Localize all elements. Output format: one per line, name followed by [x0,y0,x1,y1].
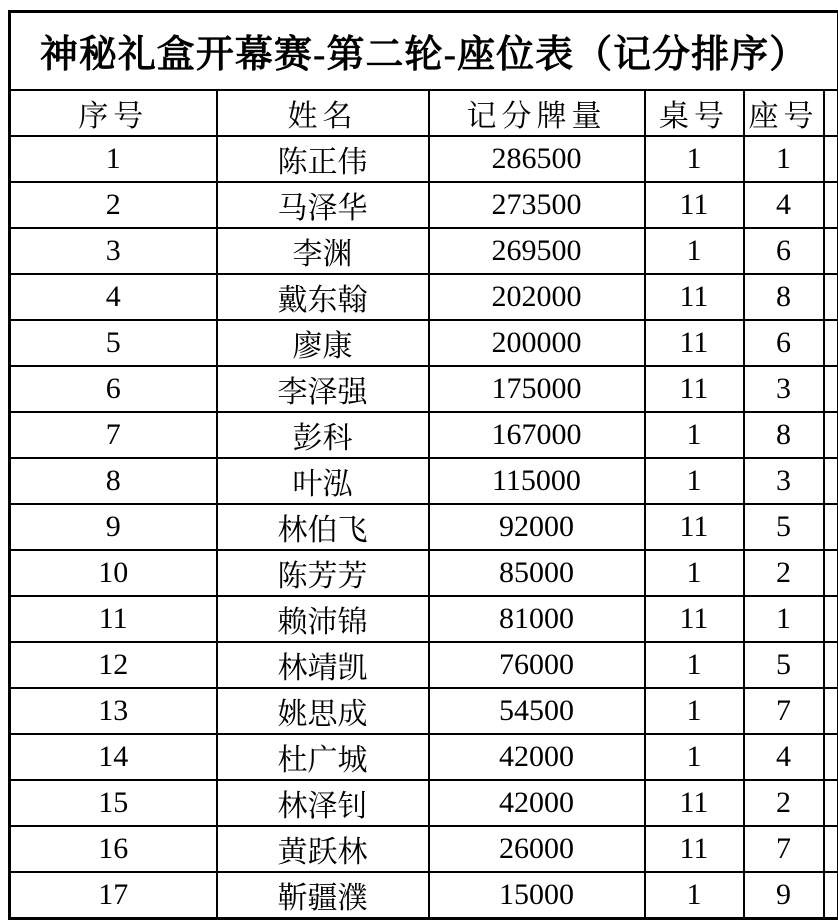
cell-table-no: 11 [645,366,744,412]
seating-table [8,10,838,920]
cell-sliver [824,550,838,596]
header-row [10,90,838,136]
cell-table-no: 1 [645,228,744,274]
table-row [10,826,838,872]
table-body [10,136,838,919]
cell-chips: 269500 [429,228,645,274]
cell-chips: 26000 [429,826,645,872]
cell-sliver [824,228,838,274]
cell-index: 12 [10,642,217,688]
cell-table-no: 1 [645,872,744,919]
cell-name: 陈芳芳 [217,550,429,596]
cell-table-no: 1 [645,734,744,780]
cell-seat-no: 2 [744,780,824,826]
cell-name: 林靖凯 [217,642,429,688]
cell-name: 彭科 [217,412,429,458]
cell-name: 黄跃林 [217,826,429,872]
cell-index: 13 [10,688,217,734]
cell-name: 马泽华 [217,182,429,228]
cell-index: 16 [10,826,217,872]
cell-sliver [824,734,838,780]
cell-seat-no: 1 [744,596,824,642]
cell-chips: 273500 [429,182,645,228]
cell-seat-no: 3 [744,458,824,504]
cell-table-no: 1 [645,458,744,504]
cell-index: 8 [10,458,217,504]
cell-seat-no: 9 [744,872,824,919]
cell-sliver [824,136,838,182]
cell-chips: 115000 [429,458,645,504]
cell-seat-no: 7 [744,826,824,872]
cell-name: 李渊 [217,228,429,274]
table-row [10,412,838,458]
table-row [10,642,838,688]
col-header-name: 姓名 [217,90,429,136]
cell-index: 17 [10,872,217,919]
table-row [10,320,838,366]
cell-index: 11 [10,596,217,642]
cell-seat-no: 8 [744,274,824,320]
col-header-chips: 记分牌量 [429,90,645,136]
col-header-index: 序号 [10,90,217,136]
cell-chips: 42000 [429,734,645,780]
cell-seat-no: 8 [744,412,824,458]
cell-seat-no: 1 [744,136,824,182]
cell-chips: 286500 [429,136,645,182]
cell-chips: 54500 [429,688,645,734]
cell-index: 15 [10,780,217,826]
cell-sliver [824,780,838,826]
cell-sliver [824,642,838,688]
table-row [10,872,838,919]
cell-index: 9 [10,504,217,550]
cell-name: 杜广城 [217,734,429,780]
cell-name: 李泽强 [217,366,429,412]
cell-table-no: 11 [645,780,744,826]
cell-chips: 42000 [429,780,645,826]
cell-name: 戴东翰 [217,274,429,320]
cell-chips: 92000 [429,504,645,550]
cell-name: 林伯飞 [217,504,429,550]
cell-sliver [824,182,838,228]
cell-sliver [824,688,838,734]
cell-index: 10 [10,550,217,596]
cell-sliver [824,872,838,919]
table-row [10,734,838,780]
cell-index: 5 [10,320,217,366]
cell-name: 叶泓 [217,458,429,504]
cell-index: 2 [10,182,217,228]
cell-name: 姚思成 [217,688,429,734]
header-sliver-cell [824,90,838,136]
table-row [10,136,838,182]
table-row [10,596,838,642]
cell-seat-no: 5 [744,642,824,688]
cell-chips: 167000 [429,412,645,458]
cell-sliver [824,274,838,320]
cell-index: 3 [10,228,217,274]
title-row [10,12,838,90]
table-row [10,550,838,596]
cell-table-no: 11 [645,274,744,320]
cell-seat-no: 4 [744,734,824,780]
cell-sliver [824,826,838,872]
cell-index: 6 [10,366,217,412]
cell-sliver [824,412,838,458]
col-header-table-no: 桌号 [645,90,744,136]
cell-table-no: 11 [645,182,744,228]
cell-index: 14 [10,734,217,780]
table-row [10,688,838,734]
table-row [10,228,838,274]
cell-name: 林泽钊 [217,780,429,826]
col-header-seat-no: 座号 [744,90,824,136]
cell-seat-no: 4 [744,182,824,228]
cell-chips: 15000 [429,872,645,919]
cell-index: 1 [10,136,217,182]
cell-chips: 202000 [429,274,645,320]
cell-seat-no: 7 [744,688,824,734]
table-row [10,366,838,412]
cell-table-no: 1 [645,642,744,688]
cell-name: 靳疆濮 [217,872,429,919]
cell-table-no: 1 [645,136,744,182]
table-row [10,182,838,228]
cell-table-no: 11 [645,504,744,550]
cell-seat-no: 6 [744,228,824,274]
cell-index: 4 [10,274,217,320]
cell-chips: 81000 [429,596,645,642]
cell-table-no: 1 [645,550,744,596]
cell-sliver [824,458,838,504]
table-row [10,780,838,826]
cell-name: 赖沛锦 [217,596,429,642]
cell-chips: 200000 [429,320,645,366]
cell-table-no: 1 [645,412,744,458]
cell-table-no: 11 [645,596,744,642]
cell-table-no: 11 [645,826,744,872]
cell-sliver [824,366,838,412]
cell-seat-no: 3 [744,366,824,412]
cell-sliver [824,596,838,642]
page-title: 神秘礼盒开幕赛-第二轮-座位表（记分排序） [10,12,838,90]
table-row [10,504,838,550]
cell-chips: 85000 [429,550,645,596]
cell-table-no: 11 [645,320,744,366]
cell-table-no: 1 [645,688,744,734]
table-row [10,274,838,320]
cell-sliver [824,320,838,366]
cell-seat-no: 6 [744,320,824,366]
cell-index: 7 [10,412,217,458]
cell-chips: 76000 [429,642,645,688]
cell-name: 廖康 [217,320,429,366]
table-row [10,458,838,504]
cell-sliver [824,504,838,550]
cell-seat-no: 2 [744,550,824,596]
cell-name: 陈正伟 [217,136,429,182]
seating-sheet [8,10,838,920]
cell-chips: 175000 [429,366,645,412]
cell-seat-no: 5 [744,504,824,550]
